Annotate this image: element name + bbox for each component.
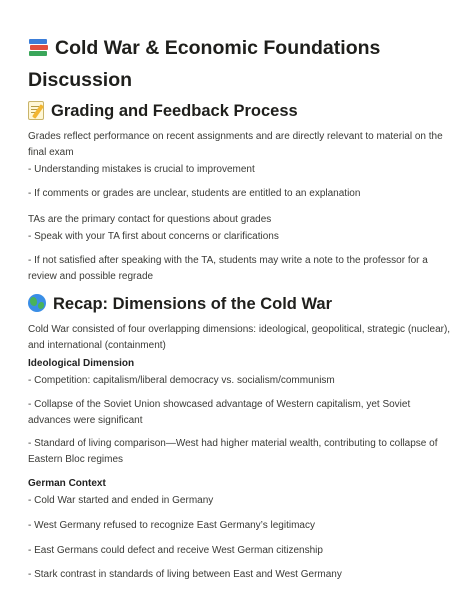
german-item-standards-contrast: - Stark contrast in standards of living between East and West Germany [28, 569, 342, 580]
page-title-line2: Discussion [28, 69, 133, 91]
grading-bullet-explanation: - If comments or grades are unclear, students are entitled to an explanation [28, 188, 361, 199]
grading-bullet-speak-ta: - Speak with your TA first about concerns or clarifications [28, 231, 279, 242]
ideological-heading: Ideological Dimension [28, 358, 135, 369]
recap-heading-text: Recap: Dimensions of the Cold War [53, 295, 333, 313]
german-item-recognition: - West Germany refused to recognize East Germany’s legitimacy [28, 520, 315, 531]
german-context-heading: German Context [28, 478, 106, 489]
grading-ta-contact: TAs are the primary contact for questions about grades [28, 214, 272, 225]
grading-paragraph-1: Grades reflect performance on recent assignments and are directly relevant to material on the final exam [28, 131, 443, 158]
globe-icon [28, 294, 46, 312]
page-title-line1: Cold War & Economic Foundations [55, 37, 381, 59]
german-item-started-ended: - Cold War started and ended in Germany [28, 495, 214, 506]
grading-heading-text: Grading and Feedback Process [51, 102, 298, 120]
page-title [28, 32, 448, 96]
books-icon [28, 37, 48, 57]
ideological-item-standard-of-living: - Standard of living comparison—West had higher material wealth, contributing to collapse of Eastern Bloc regimes [28, 438, 438, 465]
ideological-item-collapse: - Collapse of the Soviet Union showcased advantage of Western capitalism, yet Soviet advances were significant [28, 399, 411, 426]
recap-intro: Cold War consisted of four overlapping dimensions: ideological, geopolitical, strategic (nuclear), and international (containment) [28, 324, 451, 351]
recap-heading [28, 293, 448, 315]
german-item-defect: - East Germans could defect and receive West German citizenship [28, 545, 323, 556]
grading-heading [28, 100, 448, 122]
grading-bullet-understanding: - Understanding mistakes is crucial to improvement [28, 164, 255, 175]
ideological-item-competition: - Competition: capitalism/liberal democracy vs. socialism/communism [28, 375, 335, 386]
grading-bullet-regrade: - If not satisfied after speaking with the TA, students may write a note to the professor for a review and possible regrade [28, 255, 428, 282]
memo-icon [28, 101, 44, 119]
